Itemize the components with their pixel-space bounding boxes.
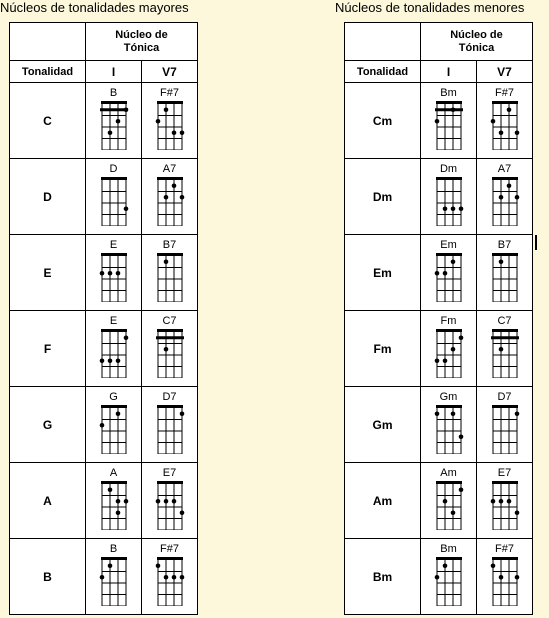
chord-cell <box>421 83 477 159</box>
chord-name: Em <box>440 239 457 251</box>
chord-diagram <box>490 404 520 454</box>
chord-nut <box>436 253 462 256</box>
finger-dot <box>123 206 128 211</box>
chord-name: D <box>109 163 118 175</box>
chord-diagram <box>490 328 520 378</box>
chord-nut <box>492 329 518 332</box>
key-row <box>345 83 533 159</box>
key-name: G <box>10 387 86 463</box>
finger-dot <box>514 510 519 515</box>
finger-dot <box>490 563 495 568</box>
chord-name: G <box>109 391 118 403</box>
chord-name: A7 <box>162 163 177 175</box>
finger-dot <box>514 575 519 580</box>
finger-dot <box>123 335 128 340</box>
finger-dot <box>179 195 184 200</box>
finger-dot <box>458 206 463 211</box>
chord-name: B7 <box>162 239 177 251</box>
key-name: C <box>10 83 86 159</box>
finger-dot <box>179 575 184 580</box>
key-row <box>10 83 198 159</box>
finger-dot <box>498 130 503 135</box>
chord-name: B <box>109 87 118 99</box>
finger-dot <box>458 335 463 340</box>
chord-name: A7 <box>497 163 512 175</box>
finger-dot <box>434 411 439 416</box>
chord-diagram <box>99 404 129 454</box>
chord-diagram <box>99 252 129 302</box>
chord-nut <box>101 101 127 104</box>
key-name: Fm <box>345 311 421 387</box>
finger-dot <box>514 130 519 135</box>
finger-dot <box>450 107 455 112</box>
minor-keys-title: Núcleos de tonalidades menores <box>335 0 525 15</box>
key-row <box>10 539 198 615</box>
chord-cell <box>421 387 477 463</box>
finger-dot <box>434 271 439 276</box>
key-name: Cm <box>345 83 421 159</box>
i-column-header: I <box>421 61 477 83</box>
v7-column-header: V7 <box>477 61 533 83</box>
chord-cell <box>421 235 477 311</box>
chord-nut <box>436 329 462 332</box>
chord-cell <box>142 311 198 387</box>
chord-diagram <box>490 480 520 530</box>
chord-name: D7 <box>497 391 512 403</box>
chord-cell <box>477 387 533 463</box>
finger-dot <box>442 499 447 504</box>
chord-name: Gm <box>439 391 458 403</box>
key-row <box>345 539 533 615</box>
key-row <box>10 387 198 463</box>
finger-dot <box>163 347 168 352</box>
chord-name: B7 <box>497 239 512 251</box>
finger-dot <box>123 499 128 504</box>
finger-dot <box>107 130 112 135</box>
chord-nut <box>101 481 127 484</box>
finger-dot <box>498 259 503 264</box>
key-name: A <box>10 463 86 539</box>
i-column-header: I <box>86 61 142 83</box>
finger-dot <box>155 119 160 124</box>
key-name: Dm <box>345 159 421 235</box>
v7-column-header: V7 <box>142 61 198 83</box>
finger-dot <box>514 195 519 200</box>
finger-dot <box>99 358 104 363</box>
finger-dot <box>115 271 120 276</box>
finger-dot <box>107 358 112 363</box>
finger-dot <box>107 271 112 276</box>
chord-cell <box>86 159 142 235</box>
chord-diagram <box>99 480 129 530</box>
chord-nut <box>101 405 127 408</box>
chord-diagram <box>155 556 185 606</box>
chord-nut <box>157 557 183 560</box>
chord-barre <box>491 336 519 339</box>
finger-dot <box>442 206 447 211</box>
chord-name: C7 <box>162 315 177 327</box>
finger-dot <box>107 487 112 492</box>
finger-dot <box>506 499 511 504</box>
finger-dot <box>450 510 455 515</box>
chord-name: B <box>109 543 118 555</box>
chord-diagram <box>155 480 185 530</box>
chord-name: F#7 <box>495 87 514 99</box>
finger-dot <box>442 271 447 276</box>
chord-nut <box>492 557 518 560</box>
chord-name: F#7 <box>160 543 179 555</box>
chord-diagram <box>155 176 185 226</box>
chord-diagram <box>434 556 464 606</box>
chord-cell <box>421 159 477 235</box>
chord-cell <box>86 235 142 311</box>
chord-diagram <box>434 328 464 378</box>
finger-dot <box>99 271 104 276</box>
chord-nut <box>492 405 518 408</box>
key-name: F <box>10 311 86 387</box>
chord-name: E <box>109 239 118 251</box>
chord-nut <box>436 405 462 408</box>
key-name: Gm <box>345 387 421 463</box>
finger-dot <box>155 563 160 568</box>
finger-dot <box>179 130 184 135</box>
key-column-header: Tonalidad <box>345 61 421 83</box>
key-row <box>345 311 533 387</box>
chord-nut <box>492 481 518 484</box>
finger-dot <box>514 411 519 416</box>
chord-name: D7 <box>162 391 177 403</box>
chord-diagram <box>434 480 464 530</box>
chord-cell <box>477 159 533 235</box>
tonic-core-header <box>421 23 533 61</box>
finger-dot <box>179 411 184 416</box>
key-row <box>10 235 198 311</box>
finger-dot <box>115 510 120 515</box>
chord-name: C7 <box>497 315 512 327</box>
key-name: B <box>10 539 86 615</box>
chord-cell <box>86 83 142 159</box>
finger-dot <box>434 358 439 363</box>
chord-name: F#7 <box>160 87 179 99</box>
chord-nut <box>101 177 127 180</box>
finger-dot <box>163 259 168 264</box>
chord-cell <box>142 539 198 615</box>
finger-dot <box>506 183 511 188</box>
chord-diagram <box>99 100 129 150</box>
chord-cell <box>86 387 142 463</box>
finger-dot <box>163 575 168 580</box>
chord-cell <box>142 83 198 159</box>
major-keys-table <box>9 22 198 615</box>
tonic-core-header-line1: Núcleo de <box>115 28 168 41</box>
tonic-core-header-line1: Núcleo de <box>450 28 503 41</box>
chord-cell <box>477 463 533 539</box>
chord-cell <box>421 311 477 387</box>
chord-diagram <box>434 252 464 302</box>
text-cursor <box>535 235 537 250</box>
chord-name: E7 <box>497 467 512 479</box>
chord-nut <box>101 557 127 560</box>
key-row <box>10 463 198 539</box>
key-name: D <box>10 159 86 235</box>
chord-name: Am <box>440 467 457 479</box>
chord-cell <box>86 539 142 615</box>
finger-dot <box>107 563 112 568</box>
finger-dot <box>123 107 128 112</box>
key-name: Em <box>345 235 421 311</box>
minor-keys-table <box>344 22 533 615</box>
chord-cell <box>477 235 533 311</box>
finger-dot <box>498 575 503 580</box>
chord-cell <box>477 311 533 387</box>
chord-nut <box>436 101 462 104</box>
major-keys-title: Núcleos de tonalidades mayores <box>0 0 189 15</box>
chord-diagram <box>99 328 129 378</box>
finger-dot <box>171 183 176 188</box>
key-column-header: Tonalidad <box>10 61 86 83</box>
key-row <box>345 387 533 463</box>
chord-diagram <box>490 556 520 606</box>
finger-dot <box>498 195 503 200</box>
chord-diagram <box>155 328 185 378</box>
finger-dot <box>163 107 168 112</box>
key-row <box>10 311 198 387</box>
finger-dot <box>458 434 463 439</box>
finger-dot <box>171 499 176 504</box>
chord-cell <box>477 83 533 159</box>
finger-dot <box>115 411 120 416</box>
chord-cell <box>142 463 198 539</box>
chord-barre <box>435 108 463 111</box>
chord-cell <box>142 159 198 235</box>
chord-diagram <box>99 176 129 226</box>
chord-name: F#7 <box>495 543 514 555</box>
chord-nut <box>101 329 127 332</box>
key-row <box>345 463 533 539</box>
chord-nut <box>157 405 183 408</box>
finger-dot <box>115 358 120 363</box>
chord-nut <box>157 329 183 332</box>
chord-nut <box>436 481 462 484</box>
chord-diagram <box>490 100 520 150</box>
chord-nut <box>157 253 183 256</box>
chord-cell <box>86 463 142 539</box>
key-row <box>345 159 533 235</box>
finger-dot <box>490 499 495 504</box>
finger-dot <box>450 347 455 352</box>
chord-diagram <box>434 404 464 454</box>
finger-dot <box>458 487 463 492</box>
key-row <box>10 159 198 235</box>
key-name: Am <box>345 463 421 539</box>
finger-dot <box>115 499 120 504</box>
tonic-core-header <box>86 23 198 61</box>
chord-cell <box>421 539 477 615</box>
chord-name: Fm <box>440 315 457 327</box>
finger-dot <box>450 206 455 211</box>
chord-cell <box>142 235 198 311</box>
key-row <box>345 235 533 311</box>
chord-name: Dm <box>439 163 458 175</box>
chord-nut <box>101 253 127 256</box>
chord-name: Bm <box>440 87 457 99</box>
empty-corner <box>345 23 421 61</box>
chord-diagram <box>490 252 520 302</box>
chord-diagram <box>490 176 520 226</box>
tonic-core-header-line2: Tónica <box>458 41 495 54</box>
chord-diagram <box>99 556 129 606</box>
chord-cell <box>142 387 198 463</box>
finger-dot <box>490 119 495 124</box>
chord-nut <box>157 481 183 484</box>
chord-nut <box>436 177 462 180</box>
key-name: E <box>10 235 86 311</box>
chord-cell <box>421 463 477 539</box>
tonic-core-header-line2: Tónica <box>123 41 160 54</box>
key-name: Bm <box>345 539 421 615</box>
finger-dot <box>434 575 439 580</box>
finger-dot <box>163 499 168 504</box>
finger-dot <box>442 358 447 363</box>
chord-nut <box>492 253 518 256</box>
finger-dot <box>179 510 184 515</box>
chord-name: E7 <box>162 467 177 479</box>
chord-name: E <box>109 315 118 327</box>
finger-dot <box>163 195 168 200</box>
chord-nut <box>436 557 462 560</box>
finger-dot <box>434 119 439 124</box>
chord-nut <box>157 101 183 104</box>
chord-cell <box>477 539 533 615</box>
finger-dot <box>115 119 120 124</box>
finger-dot <box>171 130 176 135</box>
finger-dot <box>450 411 455 416</box>
finger-dot <box>155 499 160 504</box>
finger-dot <box>442 563 447 568</box>
chord-diagram <box>155 404 185 454</box>
finger-dot <box>498 499 503 504</box>
chord-diagram <box>434 100 464 150</box>
chord-diagram <box>155 252 185 302</box>
empty-corner <box>10 23 86 61</box>
finger-dot <box>450 259 455 264</box>
finger-dot <box>498 347 503 352</box>
chord-nut <box>157 177 183 180</box>
chord-diagram <box>434 176 464 226</box>
finger-dot <box>506 107 511 112</box>
chord-nut <box>492 101 518 104</box>
chord-name: A <box>109 467 118 479</box>
chord-name: Bm <box>440 543 457 555</box>
chord-nut <box>492 177 518 180</box>
chord-barre <box>156 336 184 339</box>
finger-dot <box>99 575 104 580</box>
finger-dot <box>99 423 104 428</box>
chord-cell <box>86 311 142 387</box>
finger-dot <box>171 575 176 580</box>
chord-diagram <box>155 100 185 150</box>
